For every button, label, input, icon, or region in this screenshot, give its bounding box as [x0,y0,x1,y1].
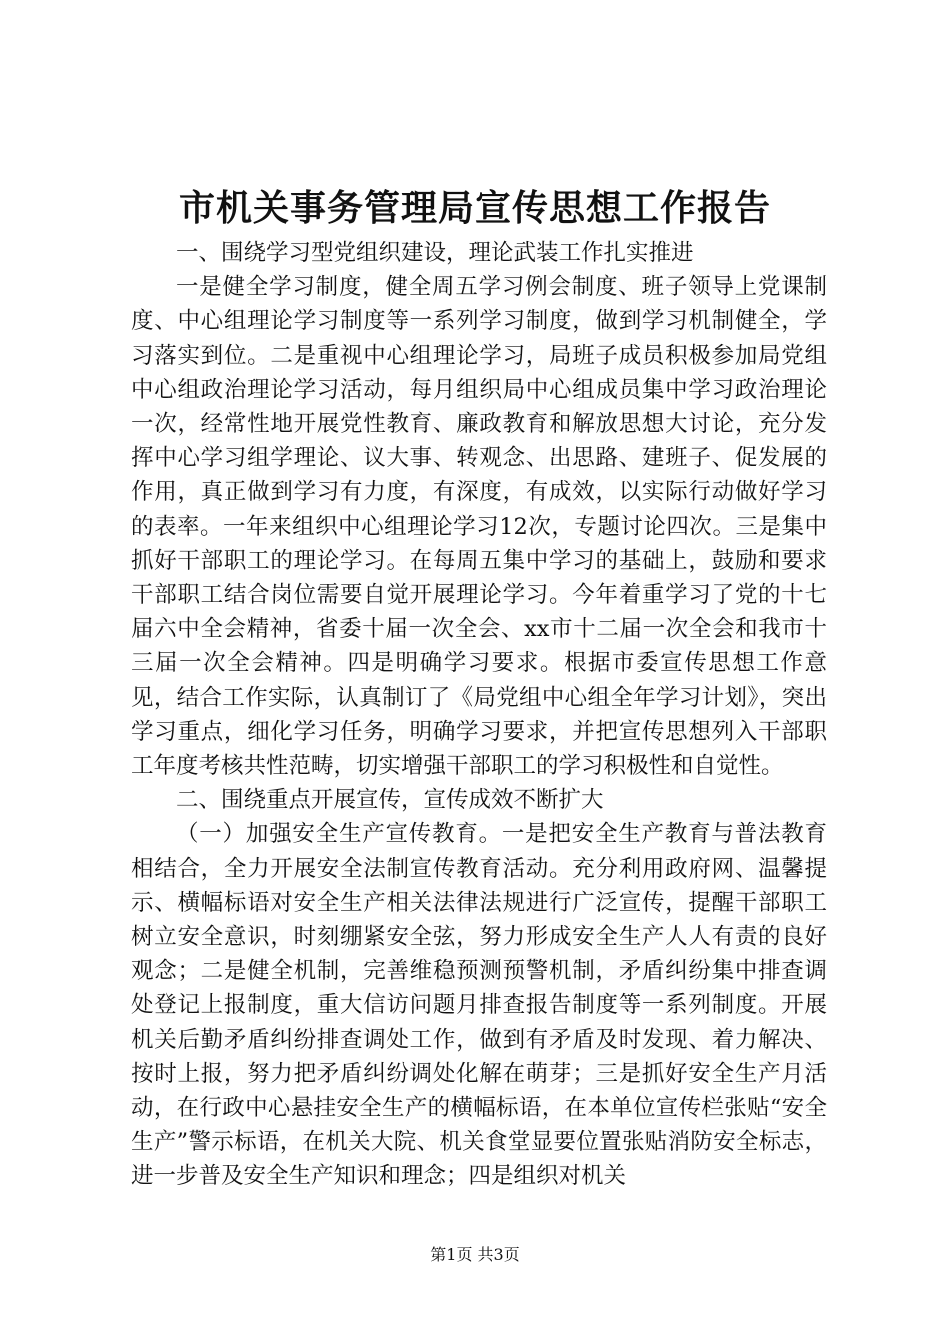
paragraph-2: （一）加强安全生产宣传教育。一是把安全生产教育与普法教育相结合，全力开展安全法制宣传教育活动。充分利用政府网、温馨提示、横幅标语对安全生产相关法律法规进行广泛宣传，提醒干部职工树立安全意识，时刻绷紧安全弦，努力形成安全生产人人有责的良好观念；二是健全机制，完善维稳预测预警机制，矛盾纠纷集中排查调处登记上报制度，重大信访问题月排查报告制度等一系列制度。开展机关后勤矛盾纠纷排查调处工作，做到有矛盾及时发现、着力解决、按时上报，努力把矛盾纠纷调处化解在萌芽；三是抓好安全生产月活动，在行政中心悬挂安全生产的横幅标语，在本单位宣传栏张贴“安全生产”警示标语，在机关大院、机关食堂显要位置张贴消防安全标志，进一步普及安全生产知识和理念；四是组织对机关 [131,821,827,1190]
document-body [131,236,827,1194]
document-title: 市机关事务管理局宣传思想工作报告 [178,187,771,229]
paragraph-1: 一是健全学习制度，健全周五学习例会制度、班子领导上党课制度、中心组理论学习制度等一系列学习制度，做到学习机制健全，学习落实到位。二是重视中心组理论学习，局班子成员积极参加局党组中心组政治理论学习活动，每月组织局中心组成员集中学习政治理论一次，经常性地开展党性教育、廉政教育和解放思想大讨论，充分发挥中心学习组学理论、议大事、转观念、出思路、建班子、促发展的作用，真正做到学习有力度，有深度，有成效，以实际行动做好学习的表率。一年来组织中心组理论学习12次，专题讨论四次。三是集中抓好干部职工的理论学习。在每周五集中学习的基础上，鼓励和要求干部职工结合岗位需要自觉开展理论学习。今年着重学习了党的十七届六中全会精神，省委十届一次全会、xx市十二届一次全会和我市十三届一次全会精神。四是明确学习要求。根据市委宣传思想工作意见，结合工作实际，认真制订了《局党组中心组全年学习计划》，突出学习重点，细化学习任务，明确学习要求，并把宣传思想列入干部职工年度考核共性范畴，切实增强干部职工的学习积极性和自觉性。 [131,274,827,780]
section-heading-2: 二、围绕重点开展宣传，宣传成效不断扩大 [176,787,604,814]
page-footer [0,1244,950,1266]
page-number-label: 第1页 共3页 [430,1245,520,1264]
section-heading-1: 一、围绕学习型党组织建设，理论武装工作扎实推进 [176,240,694,266]
